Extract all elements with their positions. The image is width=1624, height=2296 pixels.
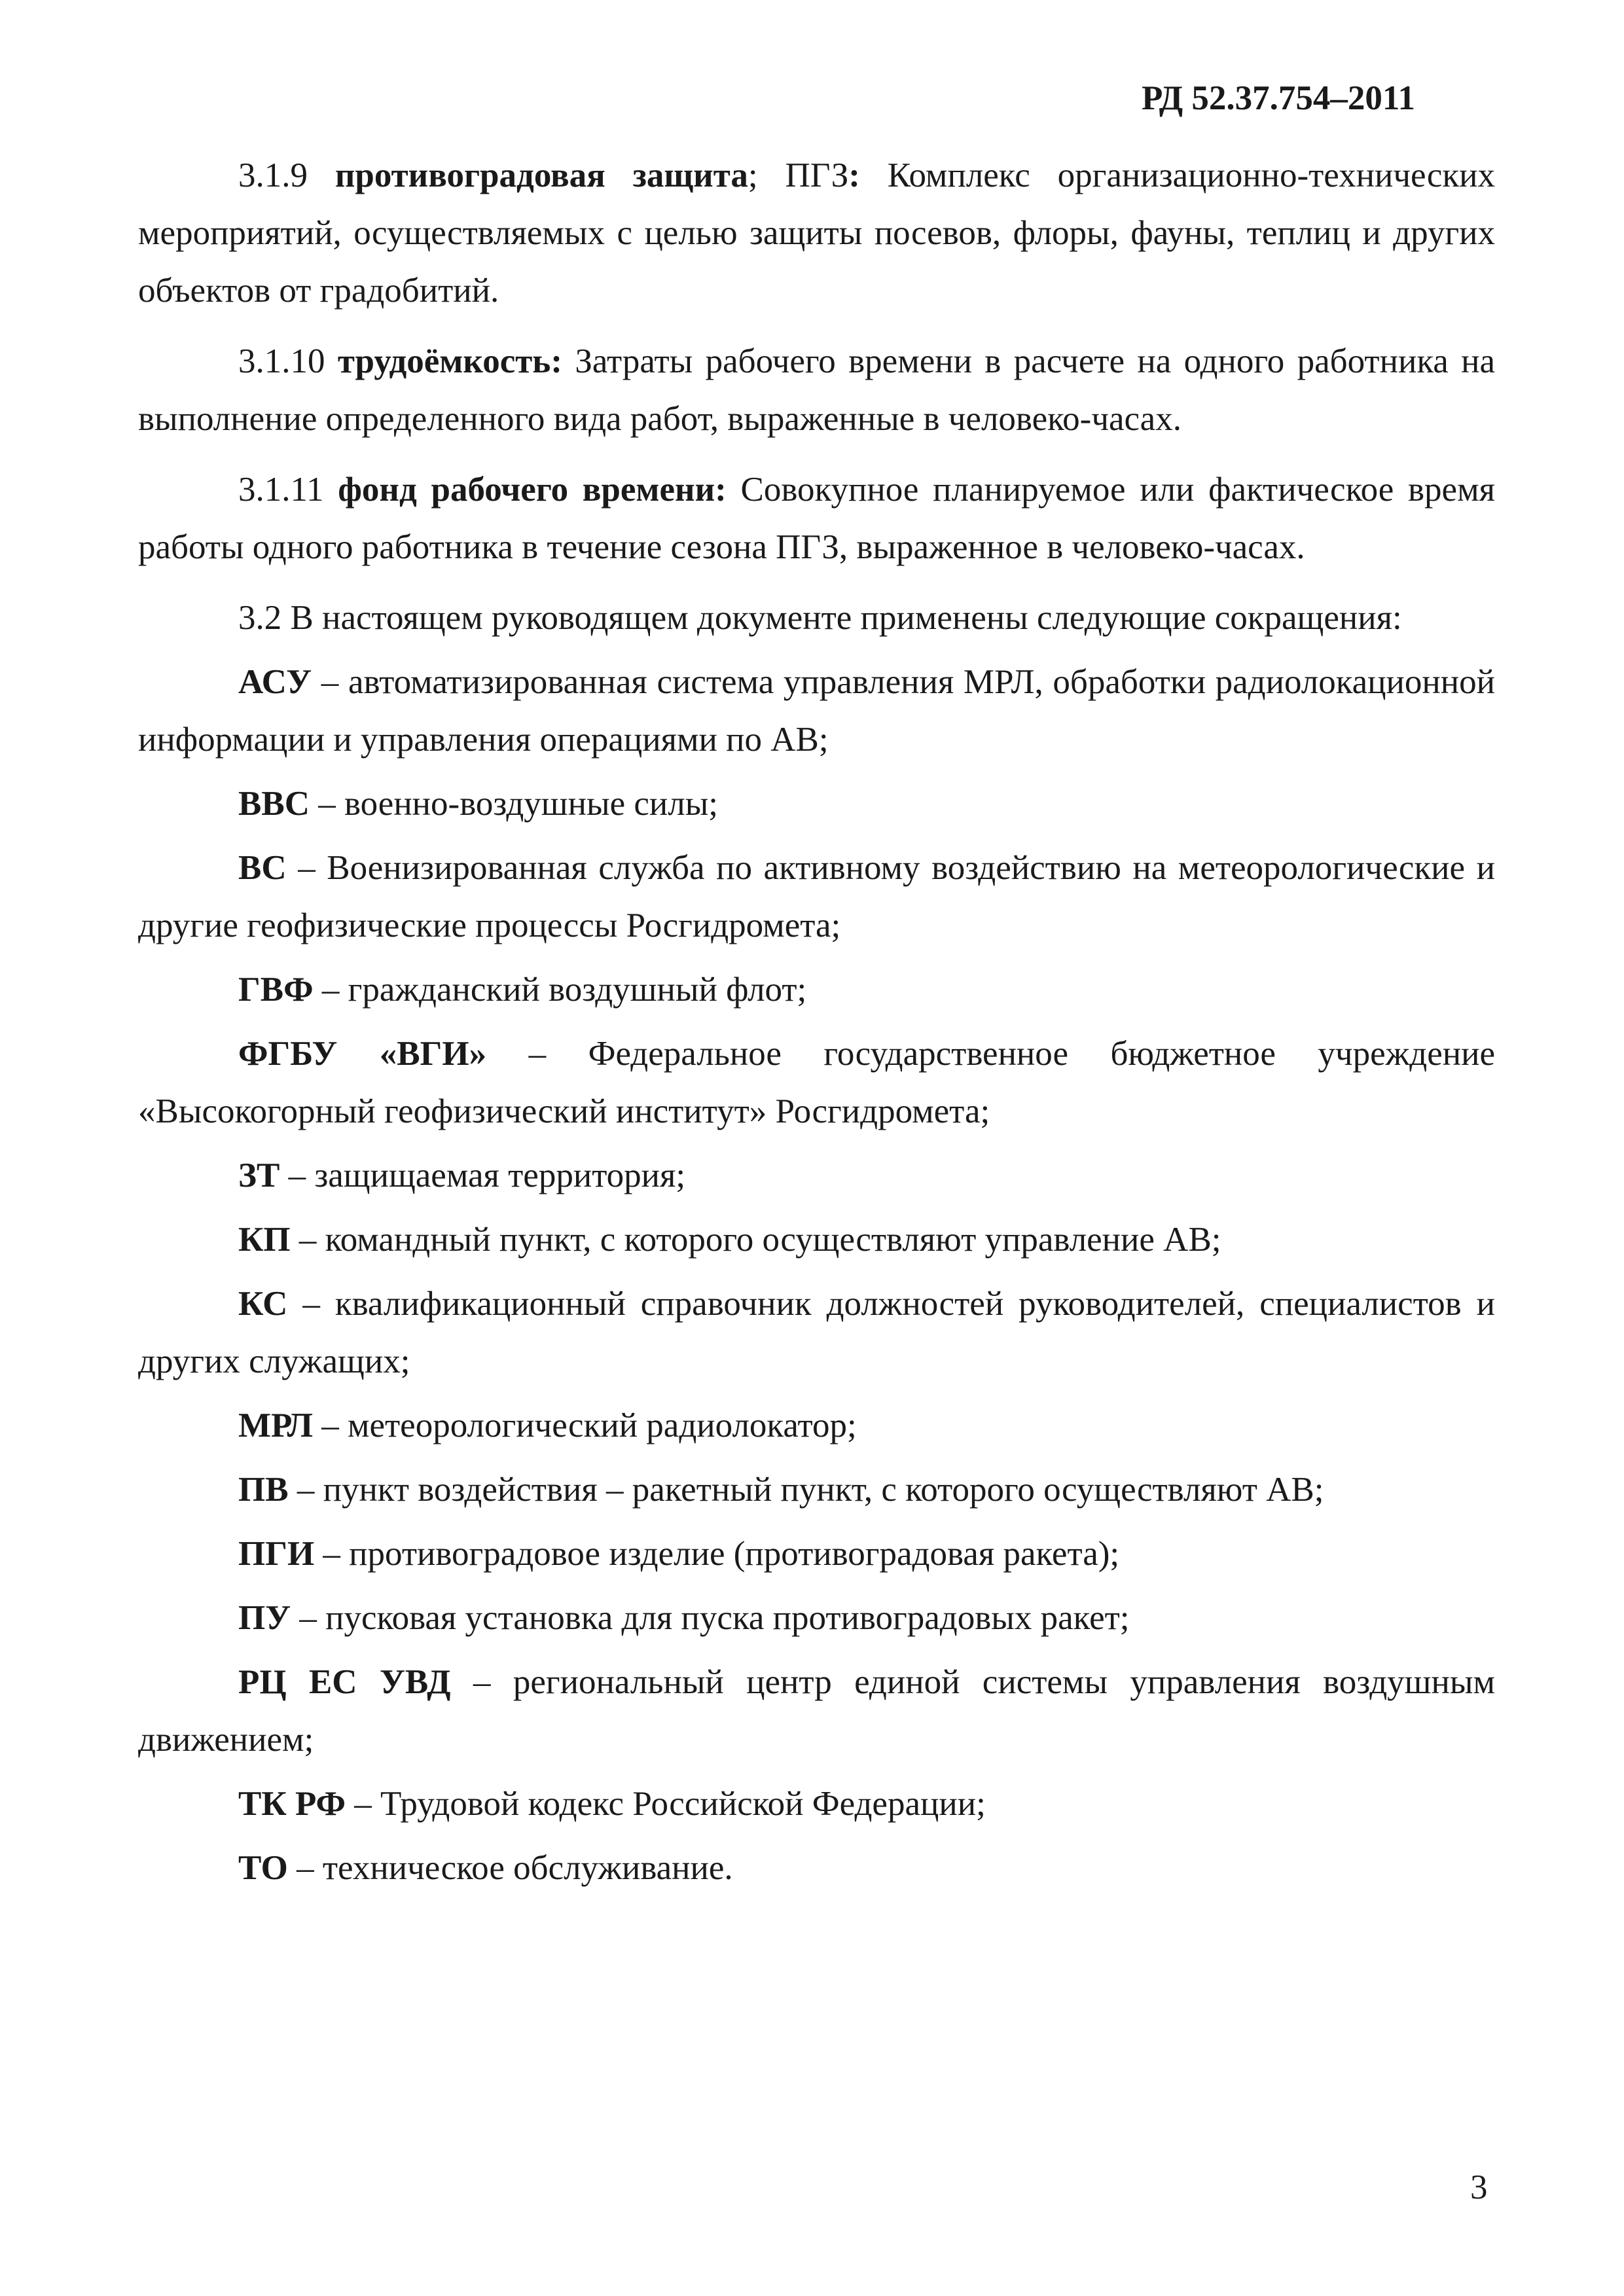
abbreviation-text: – квалификационный справочник должностей руководителей, специалистов и других служащих;	[138, 1285, 1495, 1380]
definition-abbreviation: ; ПГЗ	[748, 156, 849, 194]
abbreviation-item	[138, 961, 1495, 1018]
definition-term: противоградовая защита	[334, 156, 748, 194]
abbreviation-term: ФГБУ «ВГИ»	[238, 1035, 487, 1073]
page-number: 3	[1470, 2168, 1488, 2206]
abbreviation-item	[138, 1775, 1495, 1833]
abbreviation-text: – Федеральное государственное бюджетное учреждение «Высокогорный геофизический институт» Росгидромета;	[138, 1035, 1495, 1130]
abbreviation-text: – гражданский воздушный флот;	[313, 971, 807, 1009]
abbreviation-text: – защищаемая территория;	[280, 1157, 686, 1194]
abbreviation-item	[138, 1653, 1495, 1768]
abbreviation-item	[138, 1461, 1495, 1518]
abbreviation-text: – командный пункт, с которого осуществляют управление АВ;	[290, 1221, 1221, 1259]
abbreviation-term: ЗТ	[238, 1157, 280, 1194]
definition-3-1-11	[138, 461, 1495, 576]
abbreviation-text: – противоградовое изделие (противоградовая ракета);	[314, 1535, 1120, 1573]
abbreviation-text: – пункт воздействия – ракетный пункт, с которого осуществляют АВ;	[288, 1471, 1324, 1509]
abbreviation-term: МРЛ	[238, 1407, 313, 1444]
definition-text: Совокупное планируемое или фактическое время работы одного работника в течение сезона ПГЗ, выраженное в человеко-часах.	[138, 471, 1495, 566]
definition-3-1-9	[138, 147, 1495, 319]
abbreviation-text: – пусковая установка для пуска противоградовых ракет;	[291, 1599, 1130, 1637]
abbreviation-item	[138, 1025, 1495, 1140]
abbreviation-item	[138, 839, 1495, 954]
definition-term: фонд рабочего времени:	[338, 471, 727, 509]
definition-text: Комплекс организационно-технических мероприятий, осуществляемых с целью защиты посевов, флоры, фауны, теплиц и других объектов от градобитий.	[138, 156, 1495, 310]
abbreviation-term: ПУ	[238, 1599, 291, 1637]
abbreviation-term: ПВ	[238, 1471, 289, 1509]
abbreviation-term: ВВС	[238, 785, 310, 823]
abbreviation-text: – региональный центр единой системы управления воздушным движением;	[138, 1663, 1495, 1759]
abbreviation-item	[138, 1397, 1495, 1454]
abbreviation-item	[138, 775, 1495, 833]
abbreviation-item	[138, 1275, 1495, 1390]
abbreviation-item	[138, 1589, 1495, 1647]
abbreviation-term: КС	[238, 1285, 288, 1323]
abbreviation-term: ВС	[238, 849, 287, 887]
abbreviations-intro: 3.2 В настоящем руководящем документе применены следующие сокращения:	[238, 599, 1402, 637]
abbreviation-item	[138, 1525, 1495, 1583]
abbreviation-term: АСУ	[238, 663, 312, 701]
abbreviation-text: – военно-воздушные силы;	[309, 785, 719, 823]
definition-number: 3.1.10	[238, 342, 325, 380]
definition-colon: :	[848, 156, 860, 194]
abbreviation-term: ТО	[238, 1849, 288, 1887]
abbreviation-text: – Трудовой кодекс Российской Федерации;	[346, 1785, 986, 1823]
abbreviation-text: – Военизированная служба по активному воздействию на метеорологические и другие геофизические процессы Росгидромета;	[138, 849, 1495, 944]
abbreviation-term: КП	[238, 1221, 291, 1259]
abbreviation-term: РЦ ЕС УВД	[238, 1663, 451, 1701]
abbreviation-text: – техническое обслуживание.	[287, 1849, 733, 1887]
definition-number: 3.1.9	[238, 156, 308, 194]
abbreviation-term: ПГИ	[238, 1535, 315, 1573]
definition-3-1-10	[138, 332, 1495, 448]
document-code: РД 52.37.754–2011	[1142, 79, 1415, 117]
definition-term: трудоёмкость:	[337, 342, 562, 380]
abbreviation-item	[138, 1211, 1495, 1268]
abbreviation-text: – автоматизированная система управления МРЛ, обработки радиолокационной информации и управления операциями по АВ;	[138, 663, 1495, 759]
definition-number: 3.1.11	[238, 471, 324, 509]
abbreviation-text: – метеорологический радиолокатор;	[312, 1407, 857, 1444]
abbreviation-term: ТК РФ	[238, 1785, 346, 1823]
abbreviation-item	[138, 1147, 1495, 1204]
definition-text: Затраты рабочего времени в расчете на одного работника на выполнение определенного вида работ, выраженные в человеко-часах.	[138, 342, 1496, 438]
abbreviation-item	[138, 1839, 1495, 1897]
document-body	[138, 147, 1495, 1897]
abbreviation-term: ГВФ	[238, 971, 314, 1009]
abbreviation-item	[138, 653, 1495, 768]
